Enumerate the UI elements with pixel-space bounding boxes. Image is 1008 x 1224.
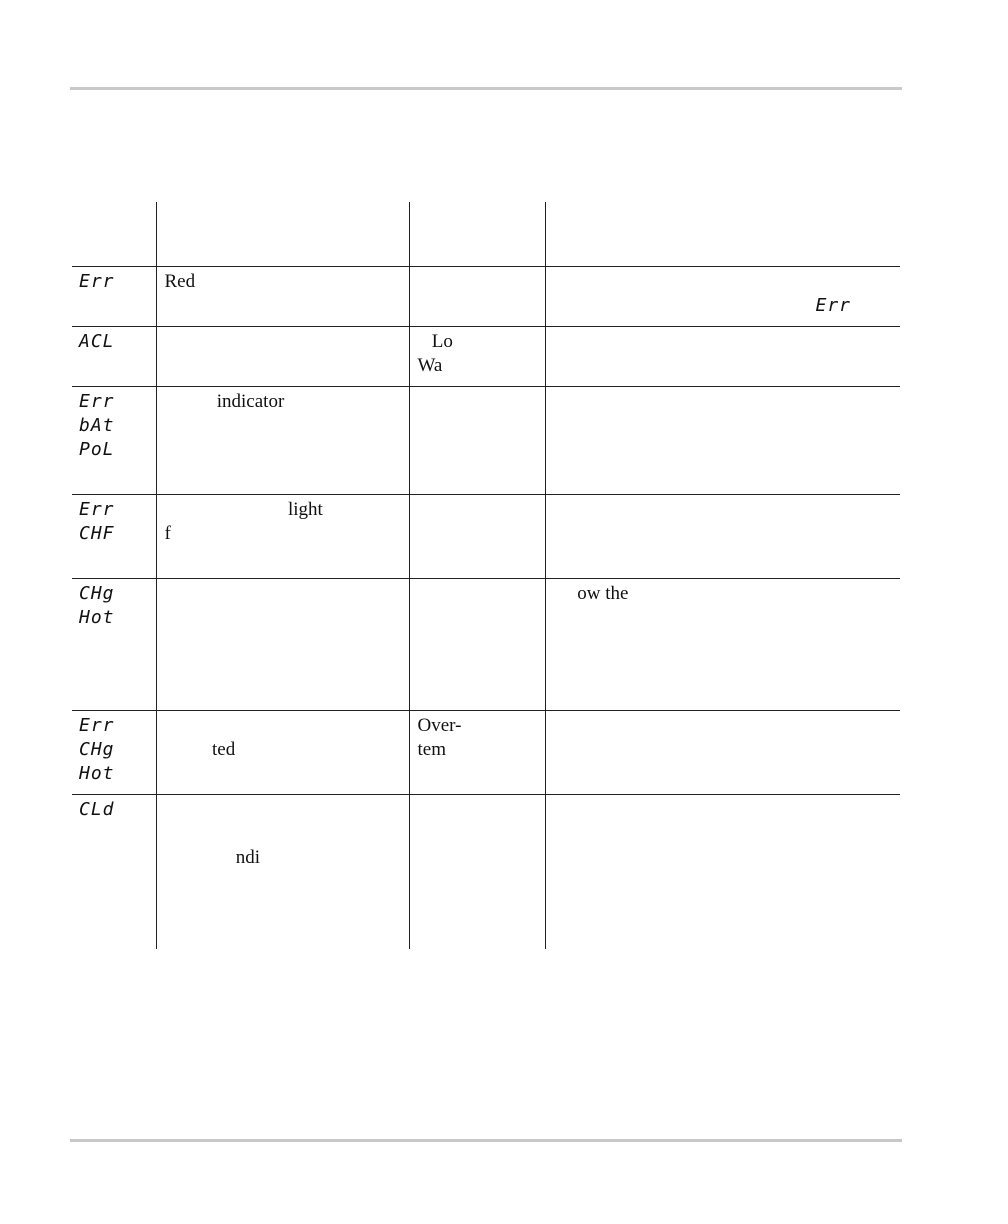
condition-cell bbox=[409, 386, 545, 494]
lcd-code: CHg bbox=[79, 738, 115, 760]
indicator-cell bbox=[156, 494, 409, 578]
table-row bbox=[72, 326, 900, 386]
action-cell bbox=[545, 710, 900, 794]
indicator-text: ndi bbox=[164, 846, 261, 868]
condition-cell bbox=[409, 578, 545, 710]
header-cell-condition bbox=[409, 202, 545, 266]
condition-text: tem bbox=[417, 738, 446, 760]
indicator-text bbox=[165, 798, 409, 822]
lcd-code: PoL bbox=[79, 438, 115, 460]
action-text: ow the bbox=[553, 582, 629, 604]
footer-rule bbox=[70, 1139, 902, 1142]
indicator-text: light bbox=[164, 498, 323, 520]
indicator-cell bbox=[156, 326, 409, 386]
table-row bbox=[72, 386, 900, 494]
lcd-code: Err bbox=[79, 270, 115, 292]
condition-cell bbox=[409, 326, 545, 386]
header-cell-indicator bbox=[156, 202, 409, 266]
code-cell bbox=[72, 494, 156, 578]
action-text bbox=[554, 270, 901, 294]
code-cell bbox=[72, 266, 156, 326]
action-cell bbox=[545, 386, 900, 494]
indicator-text: ted bbox=[164, 738, 236, 760]
condition-text: Wa bbox=[417, 354, 443, 376]
indicator-text bbox=[165, 714, 409, 738]
lcd-code: Err bbox=[79, 390, 115, 412]
condition-text: Over- bbox=[417, 714, 462, 736]
indicator-cell bbox=[156, 794, 409, 949]
code-cell bbox=[72, 710, 156, 794]
action-cell bbox=[545, 494, 900, 578]
lcd-code: Hot bbox=[79, 606, 115, 628]
lcd-code: Hot bbox=[79, 762, 115, 784]
condition-cell bbox=[409, 794, 545, 949]
action-cell bbox=[545, 578, 900, 710]
indicator-text: Red bbox=[164, 270, 196, 292]
lcd-code: CHF bbox=[79, 522, 115, 544]
indicator-cell bbox=[156, 266, 409, 326]
lcd-code: CHg bbox=[79, 582, 115, 604]
table-header-row bbox=[72, 202, 900, 266]
table-row bbox=[72, 494, 900, 578]
code-cell bbox=[72, 578, 156, 710]
lcd-code: ACL bbox=[79, 330, 115, 352]
indicator-cell bbox=[156, 578, 409, 710]
table-row bbox=[72, 266, 900, 326]
header-rule bbox=[70, 87, 902, 90]
action-cell bbox=[545, 794, 900, 949]
indicator-text: indicator bbox=[164, 390, 285, 412]
lcd-code: Err bbox=[79, 498, 115, 520]
code-cell bbox=[72, 794, 156, 949]
action-cell bbox=[545, 326, 900, 386]
table-row bbox=[72, 578, 900, 710]
lcd-code: Err bbox=[815, 294, 852, 316]
header-cell-code bbox=[72, 202, 156, 266]
code-cell bbox=[72, 386, 156, 494]
condition-cell bbox=[409, 710, 545, 794]
error-code-table bbox=[72, 202, 900, 949]
action-cell bbox=[545, 266, 900, 326]
table-row bbox=[72, 710, 900, 794]
indicator-text: f bbox=[164, 522, 171, 544]
table-row bbox=[72, 794, 900, 949]
indicator-cell bbox=[156, 710, 409, 794]
lcd-code: CLd bbox=[79, 798, 115, 820]
condition-cell bbox=[409, 494, 545, 578]
indicator-text bbox=[165, 822, 409, 846]
indicator-cell bbox=[156, 386, 409, 494]
lcd-code: bAt bbox=[79, 414, 115, 436]
lcd-code: Err bbox=[79, 714, 115, 736]
condition-text: Lo bbox=[417, 330, 453, 352]
condition-cell bbox=[409, 266, 545, 326]
code-cell bbox=[72, 326, 156, 386]
header-cell-action bbox=[545, 202, 900, 266]
